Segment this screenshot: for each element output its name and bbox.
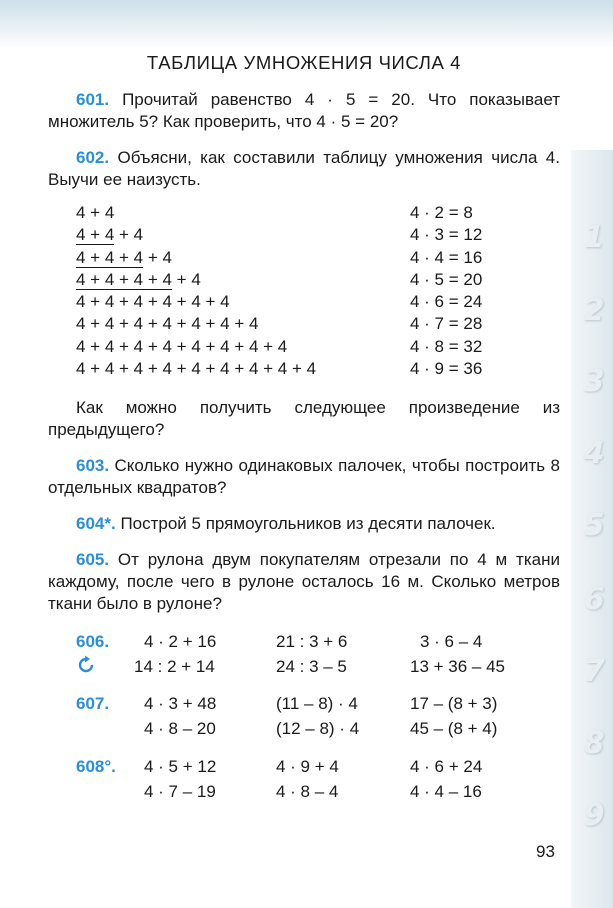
textbook-page: [48, 52, 560, 806]
task-number: 608°.: [76, 757, 116, 776]
task-text: От рулона двум покупателям отрезали по 4 м ткани каждому, после чего в рулоне осталось 16 м. Сколько метров ткани было в рулоне?: [48, 550, 560, 613]
task-605: [48, 549, 560, 615]
sum-row: 4 + 4: [76, 203, 115, 222]
task-number: 602.: [76, 148, 110, 167]
expression: 45 – (8 + 4): [410, 719, 498, 738]
expression: 4 · 4 – 16: [410, 782, 482, 801]
expression: 4 · 2 + 16: [144, 632, 217, 651]
side-tab: 6: [583, 582, 605, 617]
page-number: 93: [536, 842, 555, 861]
sum-row: 4 + 4 + 4 + 4 + 4: [76, 269, 201, 289]
expression: 4 · 6 + 24: [410, 757, 483, 776]
side-tab: 4: [583, 436, 605, 471]
product-column: [410, 202, 482, 380]
task-601: [48, 89, 560, 133]
side-tab: 5: [583, 508, 605, 543]
product-row: 4 · 7 = 28: [410, 314, 483, 334]
task-number: 603.: [76, 456, 110, 475]
sum-row: 4 + 4 + 4 + 4 + 4 + 4 + 4 + 4: [76, 336, 288, 356]
side-tab: 7: [583, 654, 605, 689]
product-row: 4 · 3 = 12: [410, 225, 483, 245]
product-row: 4 · 2 = 8: [410, 203, 473, 222]
task-608: [48, 756, 560, 806]
task-602: [48, 147, 560, 191]
multiplication-table: [48, 202, 560, 382]
expression: 17 – (8 + 3): [410, 694, 498, 713]
task-number: 604*.: [76, 514, 116, 533]
expression: 4 · 7 – 19: [144, 782, 216, 801]
task-number: 606.: [76, 632, 110, 651]
addition-column: [76, 202, 316, 380]
side-tab: 9: [583, 798, 605, 833]
side-tab: 1: [583, 220, 605, 255]
expression: 13 + 36 – 45: [410, 657, 506, 676]
sum-row: 4 + 4 + 4: [76, 225, 144, 245]
expression: 4 · 3 + 48: [144, 694, 217, 713]
task-text: Сколько нужно одинаковых палочек, чтобы построить 8 отдельных квадратов?: [48, 456, 560, 497]
product-row: 4 · 4 = 16: [410, 247, 483, 267]
task-606: [48, 631, 560, 693]
side-tab-strip: [571, 150, 613, 908]
task-603: [48, 455, 560, 499]
task-607: [48, 693, 560, 756]
sum-row: 4 + 4 + 4 + 4: [76, 247, 172, 267]
expression: 4 · 5 + 12: [144, 757, 217, 776]
page-title: ТАБЛИЦА УМНОЖЕНИЯ ЧИСЛА 4: [146, 52, 462, 73]
expression: 14 : 2 + 14: [134, 657, 215, 676]
expression: (11 – 8) · 4: [276, 694, 358, 713]
refresh-icon: [76, 655, 96, 675]
task-number: 605.: [76, 550, 110, 569]
product-row: 4 · 5 = 20: [410, 269, 483, 289]
expression: 4 · 8 – 4: [276, 782, 339, 801]
side-tab: 8: [583, 726, 605, 761]
expression: 21 : 3 + 6: [276, 632, 348, 651]
expression: (12 – 8) · 4: [276, 719, 360, 738]
sum-row: 4 + 4 + 4 + 4 + 4 + 4 + 4 + 4 + 4: [76, 359, 317, 379]
task-number: 607.: [76, 694, 110, 713]
task-text: Объясни, как составили таблицу умножения числа 4. Выучи ее наизусть.: [48, 148, 560, 189]
product-row: 4 · 8 = 32: [410, 336, 483, 356]
product-row: 4 · 6 = 24: [410, 292, 483, 312]
expression: 24 : 3 – 5: [276, 657, 347, 676]
task-text: Прочитай равенство 4 · 5 = 20. Что показывает множитель 5? Как проверить, что 4 · 5 = 20?: [48, 90, 560, 131]
sum-row: 4 + 4 + 4 + 4 + 4 + 4 + 4: [76, 314, 259, 334]
product-row: 4 · 9 = 36: [410, 359, 483, 379]
task-number: 601.: [76, 90, 110, 109]
expression: 4 · 8 – 20: [144, 719, 216, 738]
side-tab: 3: [583, 364, 605, 399]
task-602-question: Как можно получить следующее произведение из предыдущего?: [48, 398, 560, 439]
sum-row: 4 + 4 + 4 + 4 + 4 + 4: [76, 292, 230, 312]
expression: 4 · 9 + 4: [276, 757, 339, 776]
expression: 3 · 6 – 4: [420, 632, 483, 651]
task-604: [48, 513, 560, 535]
top-header-band: [0, 0, 613, 48]
side-tab: 2: [583, 293, 605, 328]
task-text: Построй 5 прямоугольников из десяти палочек.: [120, 514, 496, 533]
